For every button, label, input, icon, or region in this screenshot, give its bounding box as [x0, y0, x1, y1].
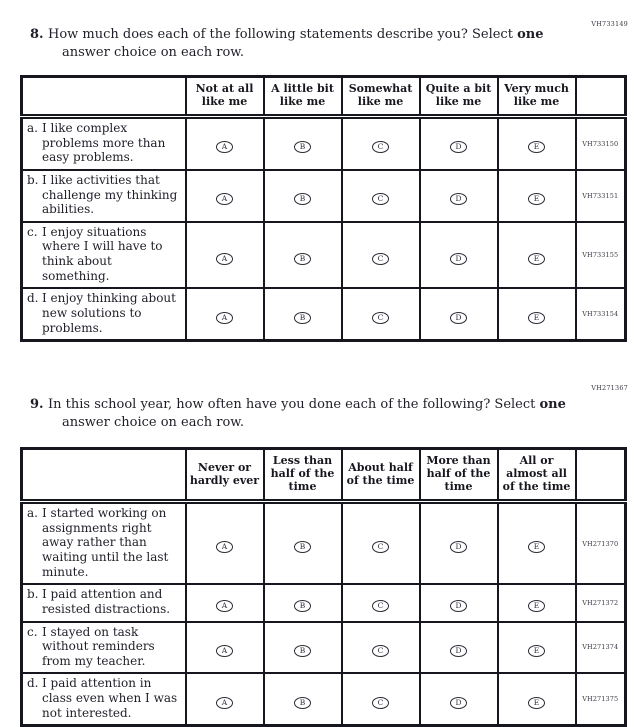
answer-bubble-b[interactable]: B — [294, 253, 311, 265]
column-header: All or almost all of the time — [498, 449, 576, 502]
column-header: Never or hardly ever — [186, 449, 264, 502]
table-row — [22, 170, 626, 222]
answer-bubble-e[interactable]: E — [528, 645, 545, 657]
answer-bubble-d[interactable]: D — [450, 312, 467, 324]
table-row — [22, 222, 626, 289]
row-accession-code: VH733150 — [576, 117, 626, 170]
row-letter: d. — [27, 291, 39, 306]
question-8-number: 8. — [30, 27, 44, 42]
question-9-number: 9. — [30, 397, 44, 413]
row-accession-code: VH271372 — [576, 584, 626, 621]
question-8-section — [30, 20, 628, 61]
table-row — [22, 622, 626, 674]
answer-bubble-d[interactable]: D — [450, 697, 467, 709]
row-letter: d. — [27, 676, 39, 691]
question-9-accession-code: VH271367 — [591, 384, 628, 393]
table-row — [22, 288, 626, 340]
answer-bubble-a[interactable]: A — [216, 645, 233, 657]
prompt-bold-word: one — [517, 27, 544, 42]
code-header-blank — [576, 449, 626, 502]
answer-bubble-d[interactable]: D — [450, 645, 467, 657]
header-row — [22, 77, 626, 117]
question-8-accession-code: VH733149 — [591, 20, 628, 28]
table-row — [22, 584, 626, 621]
answer-bubble-c[interactable]: C — [372, 697, 389, 709]
column-header: Quite a bit like me — [420, 77, 498, 117]
answer-bubble-c[interactable]: C — [372, 645, 389, 657]
row-letter: b. — [27, 172, 39, 187]
answer-bubble-a[interactable]: A — [216, 141, 233, 153]
answer-bubble-d[interactable]: D — [450, 600, 467, 612]
code-header-blank — [576, 77, 626, 117]
row-letter: a. — [27, 121, 38, 136]
question-8-table — [20, 75, 627, 342]
row-accession-code: VH733151 — [576, 170, 626, 222]
answer-bubble-b[interactable]: B — [294, 541, 311, 553]
answer-bubble-e[interactable]: E — [528, 141, 545, 153]
answer-bubble-a[interactable]: A — [216, 253, 233, 265]
row-statement: I paid attention in class even when I was not interested. — [42, 676, 178, 720]
row-statement: I started working on assignments right away rather than waiting until the last minute. — [42, 506, 169, 579]
question-9-prompt: In this school year, how often have you done each of the following? Select one answer choice on each row. — [48, 397, 566, 430]
table-row — [22, 117, 626, 170]
answer-bubble-b[interactable]: B — [294, 697, 311, 709]
answer-bubble-e[interactable]: E — [528, 697, 545, 709]
row-statement: I enjoy situations where I will have to think about something. — [42, 224, 163, 283]
header-row — [22, 449, 626, 502]
column-header: Not at all like me — [186, 77, 264, 117]
question-9-prompt-line — [30, 396, 614, 431]
question-8-table-wrap — [20, 75, 634, 342]
row-statement: I like activities that challenge my thinking abilities. — [42, 172, 178, 217]
answer-bubble-d[interactable]: D — [450, 141, 467, 153]
answer-bubble-c[interactable]: C — [372, 541, 389, 553]
prompt-bold-word: one — [539, 397, 566, 413]
table-row — [22, 673, 626, 725]
answer-bubble-b[interactable]: B — [294, 141, 311, 153]
row-statement: I paid attention and resisted distractions. — [42, 587, 171, 616]
statement-header-blank — [22, 77, 186, 117]
answer-bubble-b[interactable]: B — [294, 645, 311, 657]
column-header: Somewhat like me — [342, 77, 420, 117]
row-letter: b. — [27, 587, 39, 602]
row-letter: c. — [27, 624, 38, 639]
row-statement: I stayed on task without reminders from my teacher. — [42, 624, 155, 668]
column-header: About half of the time — [342, 449, 420, 502]
row-accession-code: VH733154 — [576, 288, 626, 340]
answer-bubble-a[interactable]: A — [216, 541, 233, 553]
row-accession-code: VH271374 — [576, 622, 626, 674]
answer-bubble-a[interactable]: A — [216, 600, 233, 612]
column-header: More than half of the time — [420, 449, 498, 502]
answer-bubble-d[interactable]: D — [450, 193, 467, 205]
column-header: Very much like me — [498, 77, 576, 117]
answer-bubble-a[interactable]: A — [216, 697, 233, 709]
answer-bubble-e[interactable]: E — [528, 193, 545, 205]
answer-bubble-e[interactable]: E — [528, 541, 545, 553]
column-header: A little bit like me — [264, 77, 342, 117]
answer-bubble-c[interactable]: C — [372, 600, 389, 612]
answer-bubble-b[interactable]: B — [294, 312, 311, 324]
statement-header-blank — [22, 449, 186, 502]
question-9-table — [20, 447, 627, 727]
question-9-section — [30, 384, 628, 431]
question-9-table-wrap — [20, 447, 634, 727]
answer-bubble-c[interactable]: C — [372, 253, 389, 265]
answer-bubble-a[interactable]: A — [216, 312, 233, 324]
answer-bubble-c[interactable]: C — [372, 141, 389, 153]
row-letter: a. — [27, 506, 38, 521]
row-accession-code: VH271375 — [576, 673, 626, 725]
answer-bubble-b[interactable]: B — [294, 193, 311, 205]
row-statement: I like complex problems more than easy problems. — [42, 121, 166, 165]
answer-bubble-c[interactable]: C — [372, 312, 389, 324]
answer-bubble-c[interactable]: C — [372, 193, 389, 205]
answer-bubble-a[interactable]: A — [216, 193, 233, 205]
question-8-prompt-line — [30, 26, 614, 61]
row-statement: I enjoy thinking about new solutions to problems. — [42, 291, 176, 335]
answer-bubble-e[interactable]: E — [528, 253, 545, 265]
row-accession-code: VH271370 — [576, 502, 626, 585]
answer-bubble-e[interactable]: E — [528, 312, 545, 324]
column-header: Less than half of the time — [264, 449, 342, 502]
row-letter: c. — [27, 224, 38, 239]
question-8-prompt: How much does each of the following statements describe you? Select one answer choice on each row. — [48, 27, 544, 60]
answer-bubble-b[interactable]: B — [294, 600, 311, 612]
answer-bubble-d[interactable]: D — [450, 541, 467, 553]
table-row — [22, 502, 626, 585]
answer-bubble-e[interactable]: E — [528, 600, 545, 612]
answer-bubble-d[interactable]: D — [450, 253, 467, 265]
row-accession-code: VH733155 — [576, 222, 626, 289]
